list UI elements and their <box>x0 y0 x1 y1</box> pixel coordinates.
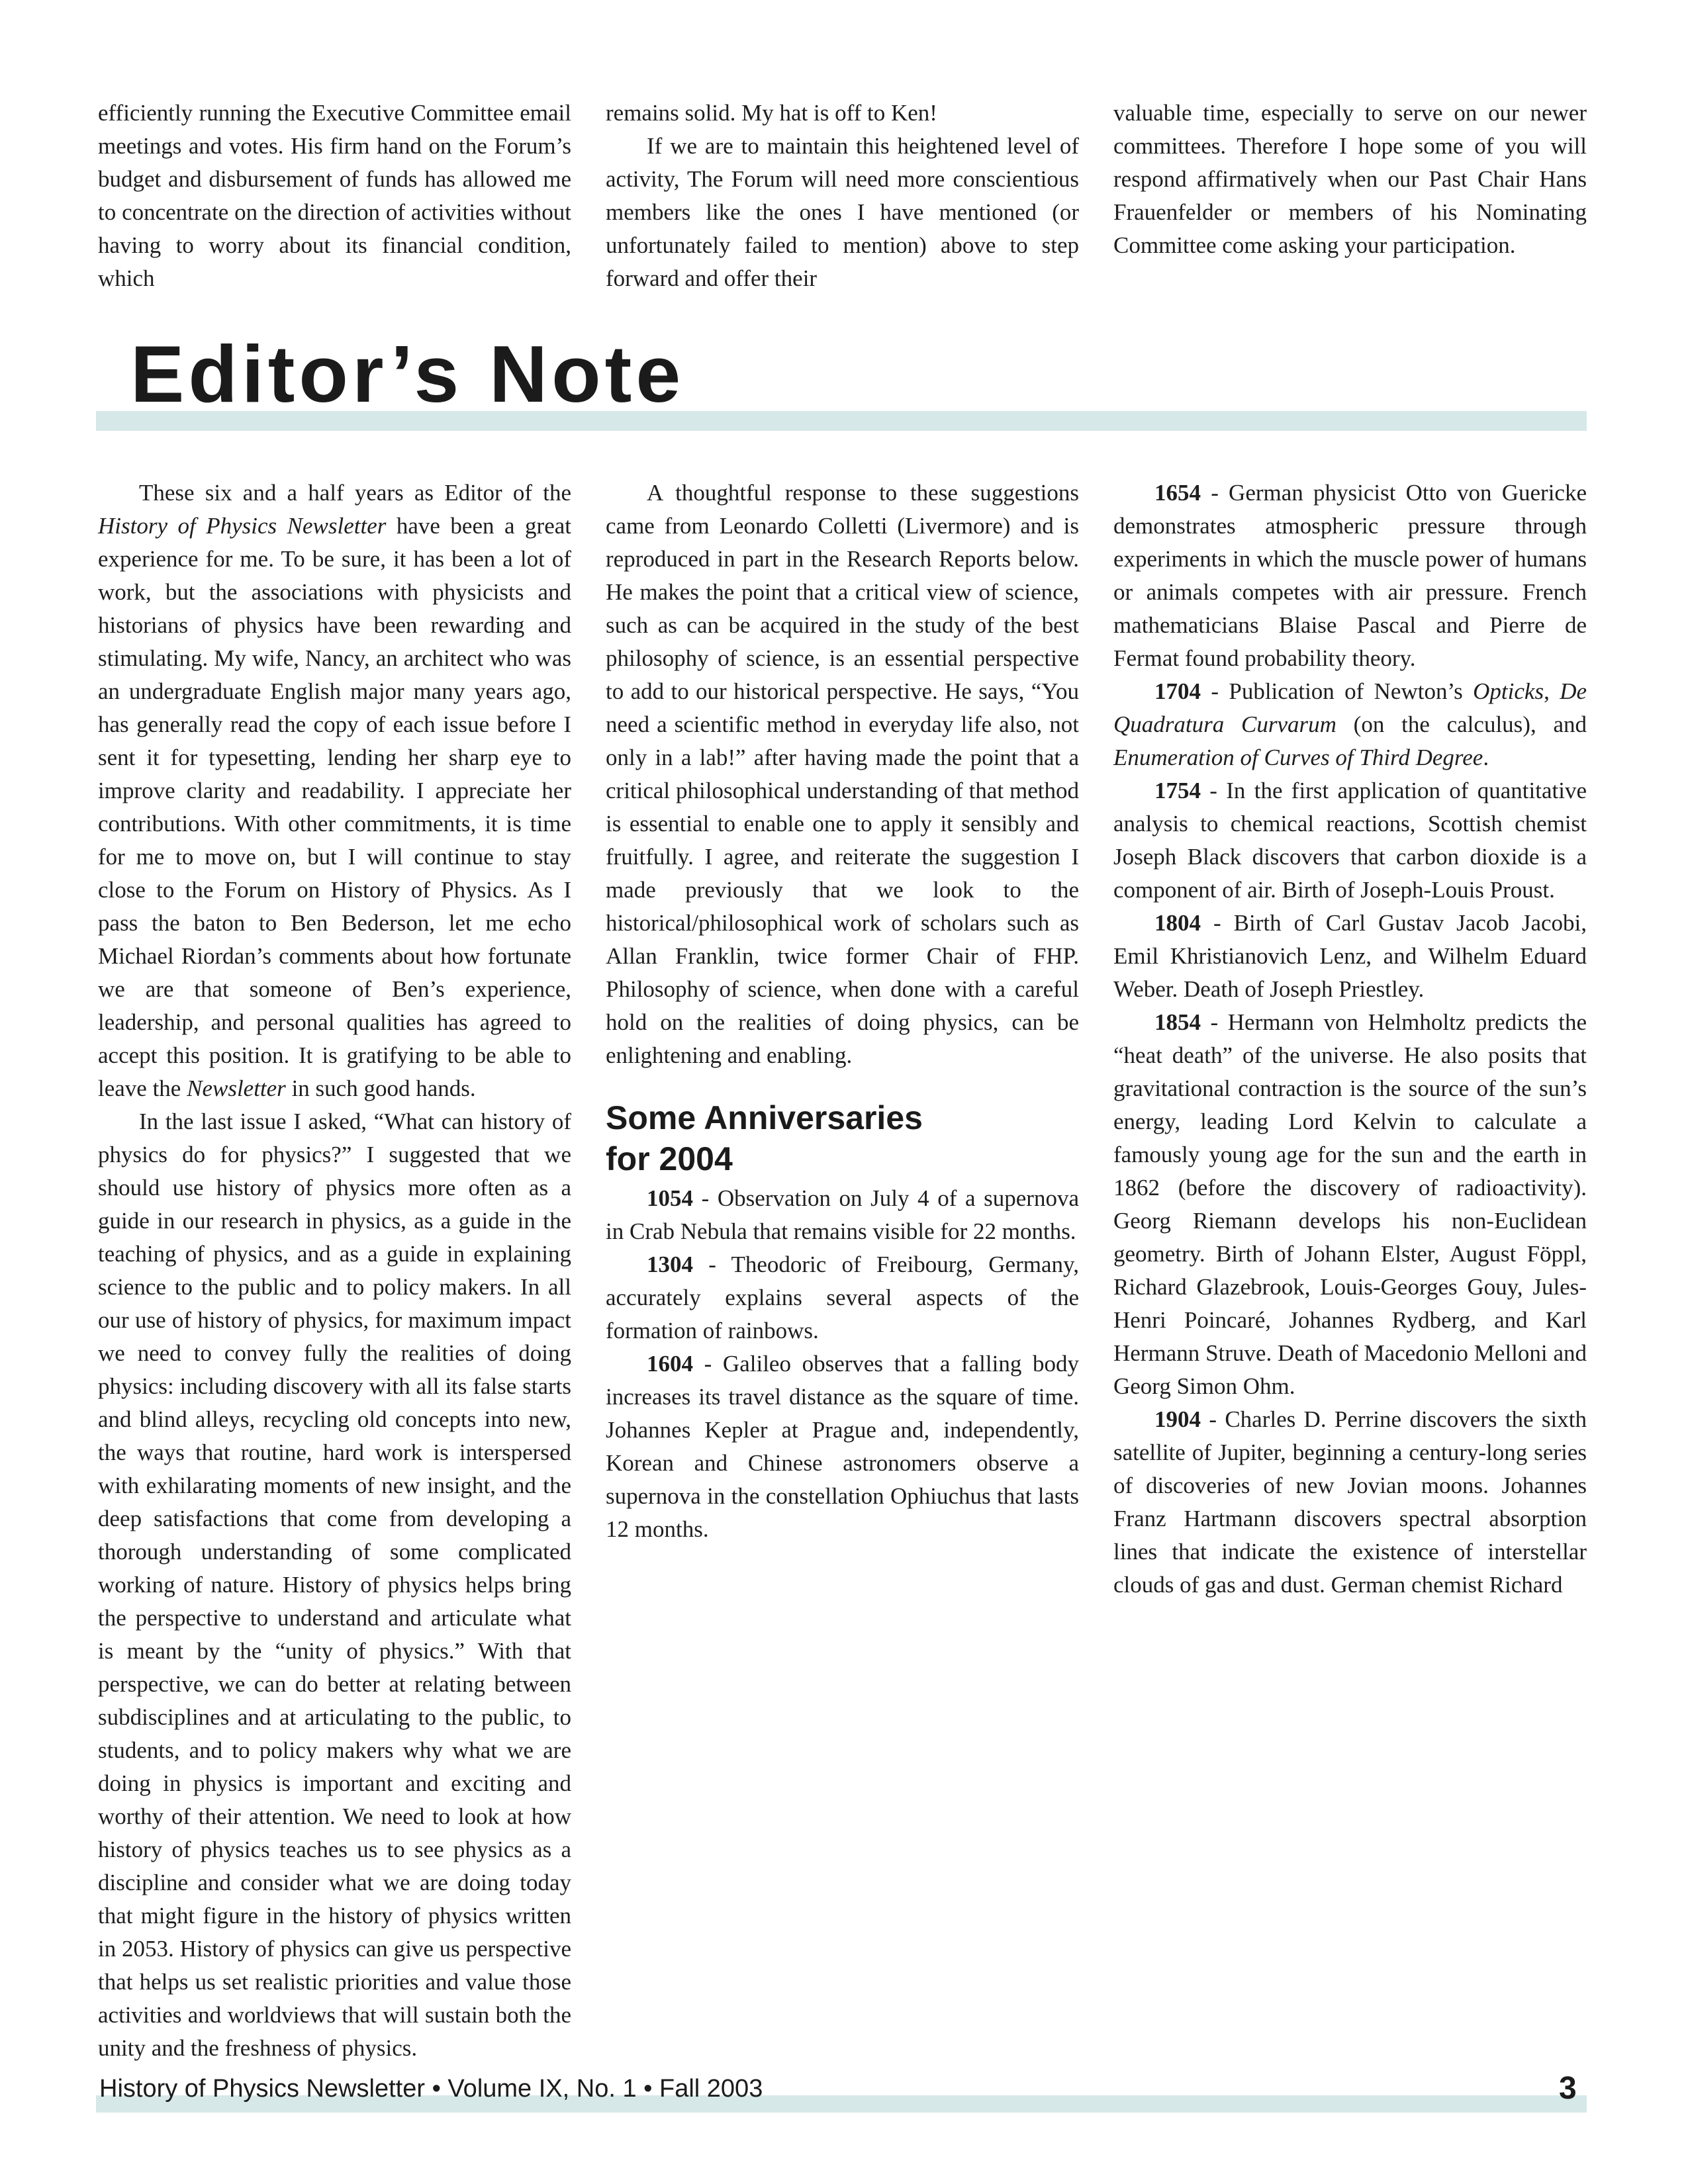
continuation-paragraph: efficiently running the Executive Committee email meetings and votes. His firm hand on the Forum’s budget and disbursement of funds has allowed me to concentrate on the direction of activities without having to worry about its financial condition, which <box>98 100 571 291</box>
anniversary-entry: 1754 - In the first application of quantitative analysis to chemical reactions, Scottish chemist Joseph Black discovers that carbon dioxide is a component of air. Birth of Joseph-Louis Proust. <box>1113 778 1587 903</box>
continuation-paragraph: remains solid. My hat is off to Ken! <box>606 100 937 126</box>
anniversary-year: 1054 <box>647 1185 693 1211</box>
anniversary-year: 1804 <box>1154 910 1201 936</box>
top-column-2 <box>606 97 1079 295</box>
anniversary-entry: 1704 - Publication of Newton’s Opticks, De Quadratura Curvarum (on the calculus), and Enumeration of Curves of Third Degree. <box>1113 678 1587 770</box>
article-column-3 <box>1113 477 1587 2025</box>
footer-publication-info: History of Physics Newsletter • Volume IX, No. 1 • Fall 2003 <box>99 2075 763 2103</box>
section-title: Editor’s Note <box>130 329 685 419</box>
article-column-1 <box>98 477 571 2061</box>
anniversary-entry: 1654 - German physicist Otto von Guericke demonstrates atmospheric pressure through experiments in which the muscle power of humans or animals competes with air pressure. French mathematicians Blaise Pascal and Pierre de Fermat found probability theory. <box>1113 480 1587 671</box>
anniversary-year: 1604 <box>647 1351 693 1377</box>
editors-note-paragraph-2: In the last issue I asked, “What can history of physics do for physics?” I suggested that we should use history of physics more often as a guide in our research in physics, as a guide in the teaching of physics, and as a guide in explaining science to the public and to policy makers. In all our use of history of physics, for maximum impact we need to convey fully the realities of doing physics: including discovery with all its false starts and blind alleys, recycling old concepts into new, the ways that routine, hard work is interspersed with exhilarating moments of new insight, and the deep satisfactions that come from developing a thorough understanding of some complicated working of nature. History of physics helps bring the perspective to understand and articulate what is meant by the “unity of physics.” With that perspective, we can do better at relating between subdisciplines and at articulating to the public, to students, and to policy makers why what we are doing in physics is important and exciting and worthy of their attention. We need to look at how history of physics teaches us to see physics as a discipline and consider what we are doing today that might figure in the history of physics written in 2053. History of physics can give us perspective that helps us set realistic priorities and value those activities and worldviews that will sustain both the unity and the freshness of physics. <box>98 1109 571 2061</box>
anniversary-year: 1304 <box>647 1251 693 1277</box>
anniversary-year: 1654 <box>1154 480 1201 506</box>
anniversary-year: 1704 <box>1154 678 1201 704</box>
continuation-paragraph: valuable time, especially to serve on our newer committees. Therefore I hope some of you will respond affirmatively when our Past Chair Hans Frauenfelder or members of his Nominating Committee come asking your participation. <box>1113 100 1587 258</box>
anniversary-year: 1754 <box>1154 778 1201 803</box>
anniversary-entry: 1904 - Charles D. Perrine discovers the sixth satellite of Jupiter, beginning a century-long series of discoveries of new Jovian moons. Johannes Franz Hartmann discovers spectral absorption lines that indicate the existence of interstellar clouds of gas and dust. German chemist Richard <box>1113 1406 1587 1598</box>
anniversaries-heading: Some Anniversaries for 2004 <box>606 1099 923 1177</box>
newsletter-title-italic: History of Physics Newsletter <box>98 513 387 539</box>
anniversary-entry: 1604 - Galileo observes that a falling body increases its travel distance as the square of time. Johannes Kepler at Prague and, independently, Korean and Chinese astronomers observe a supernova in the constellation Ophiuchus that lasts 12 months. <box>606 1351 1079 1542</box>
anniversary-entry: 1804 - Birth of Carl Gustav Jacob Jacobi, Emil Khristianovich Lenz, and Wilhelm Eduard Weber. Death of Joseph Priestley. <box>1113 910 1587 1002</box>
editors-note-paragraph-3: A thoughtful response to these suggestions came from Leonardo Colletti (Livermore) and is reproduced in part in the Research Reports below. He makes the point that a critical view of science, such as can be acquired in the study of the best philosophy of science, is an essential perspective to add to our historical perspective. He says, “You need a scientific method in everyday life also, not only in a lab!” after having made the point that a critical philosophical understanding of that method is essential to enable one to apply it sensibly and fruitfully. I agree, and reiterate the suggestion I made previously that we look to the historical/philosophical work of scholars such as Allan Franklin, twice former Chair of FHP. Philosophy of science, when done with a careful hold on the realities of doing physics, can be enlightening and enabling. <box>606 480 1079 1068</box>
anniversary-entry: 1054 - Observation on July 4 of a supernova in Crab Nebula that remains visible for 22 months. <box>606 1185 1079 1244</box>
editors-note-paragraph-1: These six and a half years as Editor of the History of Physics Newsletter have been a great experience for me. To be sure, it has been a lot of work, but the associations with physicists and historians of physics have been rewarding and stimulating. My wife, Nancy, an architect who was an undergraduate English major many years ago, has generally read the copy of each issue before I sent it for typesetting, lending her sharp eye to improve clarity and readability. I appreciate her contributions. With other commitments, it is time for me to move on, but I will continue to stay close to the Forum on History of Physics. As I pass the baton to Ben Bederson, let me echo Michael Riordan’s comments about how fortunate we are that someone of Ben’s experience, leadership, and personal qualities has agreed to accept this position. It is gratifying to be able to leave the Newsletter in such good hands. <box>98 480 571 1101</box>
anniversary-entry: 1304 - Theodoric of Freibourg, Germany, accurately explains several aspects of the formation of rainbows. <box>606 1251 1079 1343</box>
page-number: 3 <box>1559 2071 1577 2106</box>
anniversary-year: 1904 <box>1154 1406 1201 1432</box>
continuation-paragraph: If we are to maintain this heightened level of activity, The Forum will need more conscientious members like the ones I have mentioned (or unfortunately failed to mention) above to step forward and offer their <box>606 133 1079 291</box>
top-column-3 <box>1113 97 1587 295</box>
newsletter-italic: Newsletter <box>187 1075 286 1101</box>
anniversary-entry: 1854 - Hermann von Helmholtz predicts the “heat death” of the universe. He also posits that gravitational contraction is the source of the sun’s energy, leading Lord Kelvin to calculate a famously young age for the sun and the earth in 1862 (before the discovery of radioactivity). Georg Riemann develops his non-Euclidean geometry. Birth of Johann Elster, August Föppl, Richard Glazebrook, Louis-Georges Gouy, Jules-Henri Poincaré, Johannes Rydberg, and Karl Hermann Struve. Death of Macedonio Melloni and Georg Simon Ohm. <box>1113 1009 1587 1399</box>
anniversary-year: 1854 <box>1154 1009 1201 1035</box>
article-column-2 <box>606 477 1079 2025</box>
top-column-1 <box>98 97 571 295</box>
